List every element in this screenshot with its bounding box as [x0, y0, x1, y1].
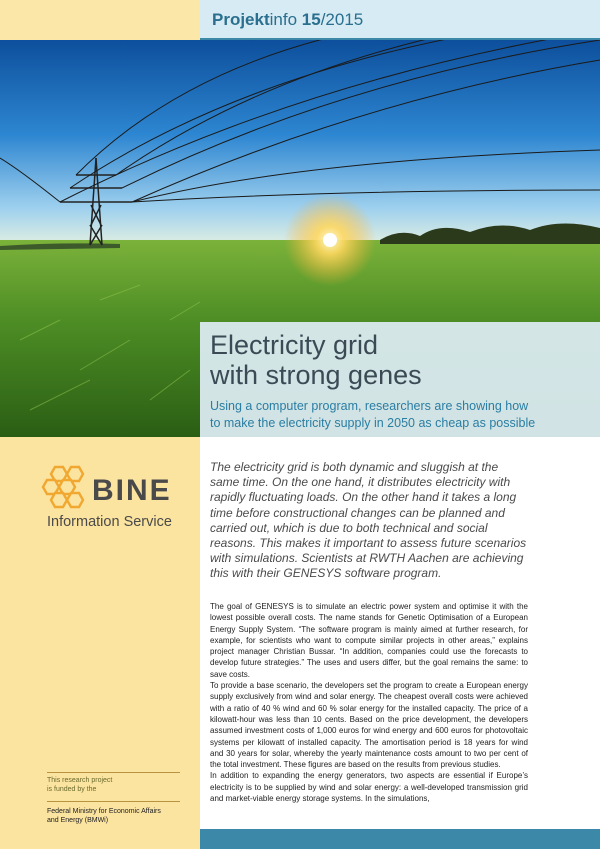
intro-paragraph: The electricity grid is both dynamic and sluggish at the same time. On the one hand, it distributes electricity with rapidly fluctuating loads. On the other hand it takes a long time before constructional changes can be planned and carried out, which is due to both technical and social reasons. This makes it important to assess future scenarios with simulations. Scientists at RWTH Aachen are achieving this with their GENESYS software program. — [210, 460, 527, 581]
headline-line-1: Electricity grid — [210, 330, 379, 360]
body-paragraph-2: To provide a base scenario, the developers set the program to create a European energy supply exclusively from wind and solar energy. The cheapest overall costs were achieved with a ratio of 40 % wind and 60 % solar energy for the installed capacity. The price of a kilowatt-hour was less than 10 cents. Based on the price development, the developers assumed investment costs of 1,000 euros for wind energy and 600 euros for photovoltaic systems per kilowatt of installed capacity. The amortisation period is 18 years for wind and 30 years for solar, whereby the yearly maintenance costs amount to two per cent of the total investment. These figures are based on the results from previous studies. — [210, 681, 528, 770]
publication-title — [212, 10, 363, 30]
issue-rest: /2015 — [320, 10, 364, 29]
body-paragraph-1: The goal of GENESYS is to simulate an electric power system and optimise it with the lowest possible overall costs. The name stands for Genetic Optimisation of a European Energy Supply System. “The software program is mainly aimed at further research, for example, for scientists who want to compute similar projects in other areas,” explains project manager Christian Bussar. “In addition, companies could use the forecasts to develop future strategies.” The uses and users differ, but the goal remains the same: to save costs. — [210, 602, 528, 679]
divider-top — [47, 772, 180, 773]
bine-wordmark: BINE — [92, 474, 172, 507]
issue-bold: 15 — [301, 10, 321, 29]
subheadline-line-2: to make the electricity supply in 2050 as cheap as possible — [210, 416, 536, 430]
bine-service-label: Information Service — [47, 514, 172, 530]
headline — [210, 330, 422, 390]
ministry-line-1: Federal Ministry for Economic Affairs — [47, 808, 161, 815]
subheadline-line-1: Using a computer program, researchers are showing how — [210, 399, 529, 413]
subheadline — [210, 398, 535, 432]
funding-line-2: is funded by the — [47, 786, 97, 793]
divider-bottom — [47, 801, 180, 802]
sidebar — [0, 437, 200, 849]
body-text — [210, 601, 528, 804]
bottom-bar — [200, 829, 600, 849]
main-content — [200, 437, 600, 849]
title-bold: Projekt — [212, 10, 270, 29]
title-rest: info — [269, 10, 302, 29]
ministry-line-2: and Energy (BMWi) — [47, 817, 109, 824]
funding-note — [47, 776, 112, 794]
header — [200, 0, 600, 40]
bine-hexagon-logo-icon — [38, 463, 88, 513]
headline-line-2: with strong genes — [210, 360, 422, 390]
body-paragraph-3: In addition to expanding the energy generators, two aspects are essential if Europe’s electricity is to be supplied by wind and solar energy: a well-developed transmission grid and market-viable energy storage systems. In the simulations, — [210, 771, 528, 804]
top-left-strip — [0, 0, 200, 40]
title-panel — [200, 322, 600, 437]
funding-line-1: This research project — [47, 777, 113, 784]
ministry-name — [47, 807, 161, 825]
